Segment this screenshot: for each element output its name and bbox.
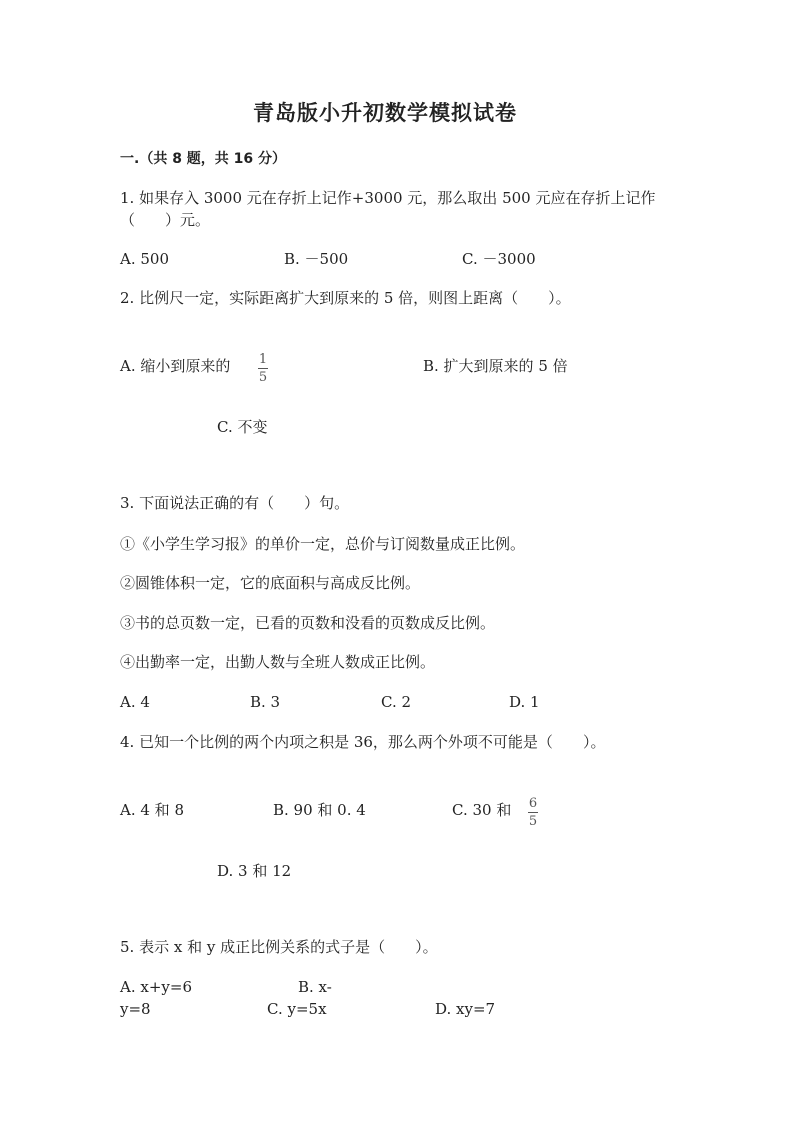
question-5-option-b-part1: B. x- [298,978,332,996]
question-5-option-a: A. x+y=6 [120,978,192,996]
question-3-statement-1: ①《小学生学习报》的单价一定，总价与订阅数量成正比例。 [120,535,526,553]
question-5-option-b-part2: y=8 [120,1000,151,1018]
question-1-stem-line2: （ ）元。 [120,211,211,229]
page-title: 青岛版小升初数学模拟试卷 [253,100,517,125]
fraction-numerator: 1 [258,352,268,367]
fraction-denominator: 5 [258,370,268,385]
question-4-stem: 4. 已知一个比例的两个内项之积是 36，那么两个外项不可能是（ ）。 [120,733,606,751]
fraction-bar [258,368,268,369]
question-3-stem: 3. 下面说法正确的有（ ）句。 [120,494,350,512]
question-2-stem: 2. 比例尺一定，实际距离扩大到原来的 5 倍，则图上距离（ ）。 [120,289,571,307]
fraction-one-fifth [258,352,268,385]
question-3-option-b: B. 3 [250,693,281,711]
question-3-option-a: A. 4 [120,693,150,711]
question-1-option-b: B. －500 [284,250,349,268]
question-3-option-d: D. 1 [509,693,540,711]
fraction-denominator: 5 [528,814,538,829]
question-1-option-c: C. －3000 [462,250,536,268]
question-5-option-c: C. y=5x [267,1000,327,1018]
question-5-option-d: D. xy=7 [435,1000,496,1018]
question-4-option-d: D. 3 和 12 [217,862,292,880]
question-2-option-a: A. 缩小到原来的 [120,357,231,375]
question-5-stem: 5. 表示 x 和 y 成正比例关系的式子是（ ）。 [120,938,438,956]
question-2-option-b: B. 扩大到原来的 5 倍 [423,357,568,375]
question-4-option-a: A. 4 和 8 [120,801,184,819]
question-1-option-a: A. 500 [120,250,169,268]
question-3-option-c: C. 2 [381,693,412,711]
question-4-option-c: C. 30 和 [452,801,512,819]
question-3-statement-3: ③书的总页数一定，已看的页数和没看的页数成反比例。 [120,614,496,632]
section-header: 一.（共 8 题，共 16 分） [120,151,287,167]
question-3-statement-2: ②圆锥体积一定，它的底面积与高成反比例。 [120,574,421,592]
question-3-statement-4: ④出勤率一定，出勤人数与全班人数成正比例。 [120,653,436,671]
question-1-stem-line1: 1. 如果存入 3000 元在存折上记作+3000 元，那么取出 500 元应在存折上记作 [120,189,656,207]
fraction-six-fifths [528,796,538,829]
question-4-option-b: B. 90 和 0. 4 [273,801,366,819]
fraction-numerator: 6 [528,796,538,811]
fraction-bar [528,812,538,813]
question-2-option-c: C. 不变 [217,418,268,436]
